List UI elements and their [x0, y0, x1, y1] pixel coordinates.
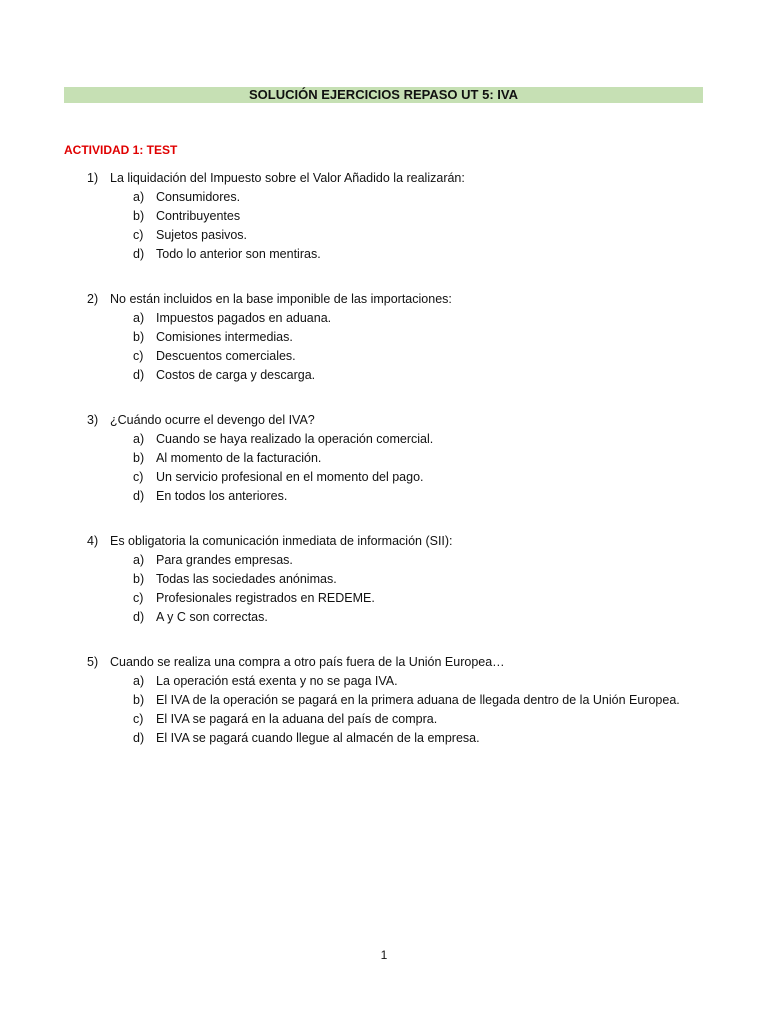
question-3 [87, 411, 727, 506]
option-text: Descuentos comerciales. [156, 349, 296, 363]
option-letter: a) [133, 311, 145, 325]
question-number: 5) [87, 655, 99, 669]
option-letter: a) [133, 674, 145, 688]
option-text: Para grandes empresas. [156, 553, 293, 567]
option-letter: d) [133, 489, 145, 503]
option-letter: a) [133, 553, 145, 567]
option-c [87, 226, 727, 245]
question-text: Es obligatoria la comunicación inmediata de información (SII): [110, 534, 453, 548]
option-a [87, 188, 727, 207]
option-text: Cuando se haya realizado la operación comercial. [156, 432, 434, 446]
option-text: El IVA se pagará cuando llegue al almacén de la empresa. [156, 731, 480, 745]
option-text: Un servicio profesional en el momento del pago. [156, 470, 424, 484]
option-text: El IVA de la operación se pagará en la primera aduana de llegada dentro de la Unión Europea. [156, 693, 680, 707]
question-2 [87, 290, 727, 385]
question-text: ¿Cuándo ocurre el devengo del IVA? [110, 413, 315, 427]
option-text: Todas las sociedades anónimas. [156, 572, 337, 586]
option-d [87, 487, 727, 506]
option-letter: c) [133, 349, 144, 363]
question-text: No están incluidos en la base imponible de las importaciones: [110, 292, 452, 306]
option-b [87, 570, 727, 589]
option-a [87, 672, 727, 691]
option-d [87, 608, 727, 627]
question-1 [87, 169, 727, 264]
question-text: Cuando se realiza una compra a otro país fuera de la Unión Europea… [110, 655, 505, 669]
option-text: Impuestos pagados en aduana. [156, 311, 332, 325]
page-number: 1 [380, 948, 388, 962]
option-b [87, 328, 727, 347]
option-text: El IVA se pagará en la aduana del país de compra. [156, 712, 438, 726]
question-5 [87, 653, 727, 748]
option-letter: c) [133, 470, 144, 484]
option-letter: c) [133, 228, 144, 242]
option-b [87, 691, 727, 710]
option-b [87, 207, 727, 226]
option-text: Profesionales registrados en REDEME. [156, 591, 375, 605]
option-text: A y C son correctas. [156, 610, 268, 624]
option-letter: d) [133, 247, 145, 261]
question-number: 3) [87, 413, 99, 427]
option-letter: d) [133, 731, 145, 745]
option-d [87, 245, 727, 264]
question-number: 4) [87, 534, 99, 548]
option-a [87, 551, 727, 570]
option-text: En todos los anteriores. [156, 489, 288, 503]
option-c [87, 710, 727, 729]
option-text: Todo lo anterior son mentiras. [156, 247, 321, 261]
option-letter: b) [133, 693, 145, 707]
page-title: SOLUCIÓN EJERCICIOS REPASO UT 5: IVA [249, 87, 518, 102]
option-d [87, 366, 727, 385]
option-letter: d) [133, 610, 145, 624]
option-text: Al momento de la facturación. [156, 451, 322, 465]
question-text: La liquidación del Impuesto sobre el Valor Añadido la realizarán: [110, 171, 465, 185]
option-text: Comisiones intermedias. [156, 330, 293, 344]
question-number: 2) [87, 292, 99, 306]
option-c [87, 468, 727, 487]
option-c [87, 347, 727, 366]
option-text: La operación está exenta y no se paga IVA. [156, 674, 398, 688]
option-letter: b) [133, 451, 145, 465]
option-letter: b) [133, 330, 145, 344]
option-letter: c) [133, 591, 144, 605]
option-letter: a) [133, 190, 145, 204]
option-text: Contribuyentes [156, 209, 241, 223]
option-b [87, 449, 727, 468]
option-letter: d) [133, 368, 145, 382]
section-heading: ACTIVIDAD 1: TEST [64, 143, 178, 157]
question-number: 1) [87, 171, 99, 185]
question-4 [87, 532, 727, 627]
option-text: Consumidores. [156, 190, 241, 204]
option-a [87, 309, 727, 328]
option-letter: b) [133, 209, 145, 223]
option-letter: b) [133, 572, 145, 586]
option-text: Costos de carga y descarga. [156, 368, 316, 382]
option-c [87, 589, 727, 608]
option-a [87, 430, 727, 449]
option-letter: c) [133, 712, 144, 726]
option-text: Sujetos pasivos. [156, 228, 248, 242]
option-d [87, 729, 727, 748]
option-letter: a) [133, 432, 145, 446]
